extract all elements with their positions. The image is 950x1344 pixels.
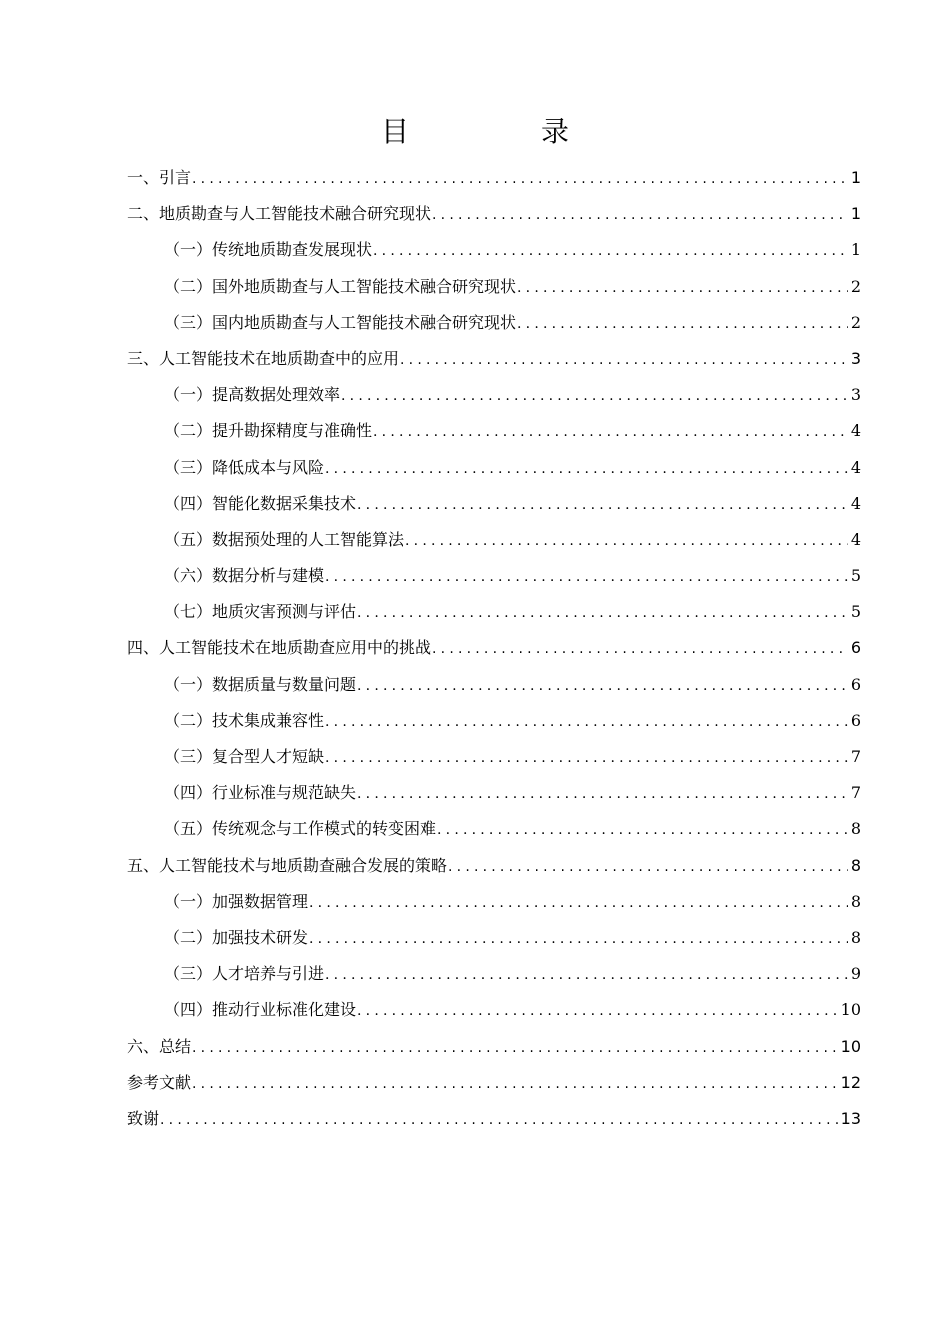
toc-page-number: 10	[840, 1036, 861, 1056]
toc-dot-leader	[309, 885, 848, 920]
toc-page-number: 4	[850, 457, 861, 477]
toc-page-number: 5	[850, 602, 861, 622]
toc-page-number: 6	[850, 710, 861, 730]
toc-entry-text: 六、总结	[127, 1036, 192, 1056]
toc-entry[interactable]	[127, 739, 861, 775]
toc-dot-leader	[325, 559, 848, 594]
toc-entry-text: 五、人工智能技术与地质勘查融合发展的策略	[127, 855, 448, 875]
toc-entry[interactable]	[127, 413, 861, 449]
toc-dot-leader	[325, 451, 848, 486]
toc-entry-text: 致谢	[127, 1108, 160, 1128]
toc-dot-leader	[357, 776, 848, 811]
toc-entry[interactable]	[127, 594, 861, 630]
toc-page-number: 8	[850, 891, 861, 911]
toc-entry[interactable]	[127, 160, 861, 196]
toc-dot-leader	[357, 668, 848, 703]
toc-page-number: 4	[850, 529, 861, 549]
toc-page-number: 6	[850, 638, 861, 658]
toc-entry[interactable]	[127, 341, 861, 377]
toc-page-number: 2	[850, 312, 861, 332]
toc-dot-leader	[309, 921, 848, 956]
toc-list	[127, 160, 861, 1137]
toc-entry[interactable]	[127, 703, 861, 739]
toc-dot-leader	[373, 233, 848, 268]
toc-entry-text: （四）推动行业标准化建设	[164, 1000, 357, 1020]
toc-entry-text: （一）传统地质勘查发展现状	[164, 240, 373, 260]
toc-dot-leader	[432, 631, 848, 666]
toc-dot-leader	[325, 704, 848, 739]
toc-dot-leader	[517, 306, 848, 341]
page-title: 目 录	[380, 115, 621, 148]
toc-entry[interactable]	[127, 667, 861, 703]
toc-entry-text: （三）国内地质勘查与人工智能技术融合研究现状	[164, 312, 517, 332]
toc-dot-leader	[325, 740, 848, 775]
toc-entry[interactable]	[127, 450, 861, 486]
toc-page-number: 8	[850, 927, 861, 947]
toc-page-number: 8	[850, 819, 861, 839]
toc-page-number: 1	[850, 204, 861, 224]
toc-entry-text: （五）传统观念与工作模式的转变困难	[164, 819, 437, 839]
toc-dot-leader	[357, 993, 838, 1028]
toc-entry[interactable]	[127, 305, 861, 341]
toc-page-number: 7	[850, 747, 861, 766]
toc-entry[interactable]	[127, 630, 861, 666]
toc-page-number: 9	[850, 964, 861, 984]
toc-entry[interactable]	[127, 196, 861, 232]
toc-entry-text: （二）国外地质勘查与人工智能技术融合研究现状	[164, 276, 517, 296]
toc-entry-text: （四）智能化数据采集技术	[164, 493, 357, 513]
toc-dot-leader	[192, 161, 848, 196]
toc-dot-leader	[192, 1066, 838, 1101]
toc-entry[interactable]	[127, 920, 861, 956]
toc-page-number: 4	[850, 421, 861, 441]
toc-page-number: 5	[850, 566, 861, 586]
toc-entry[interactable]	[127, 811, 861, 847]
toc-dot-leader	[373, 414, 848, 449]
toc-page-number: 12	[840, 1072, 861, 1092]
toc-entry-text: （二）提升勘探精度与准确性	[164, 421, 373, 441]
toc-dot-leader	[341, 378, 848, 413]
toc-entry-text: （一）数据质量与数量问题	[164, 674, 357, 694]
toc-entry[interactable]	[127, 1065, 861, 1101]
toc-entry-text: （三）降低成本与风险	[164, 457, 325, 477]
toc-entry-text: （二）技术集成兼容性	[164, 710, 325, 730]
toc-entry-text: 四、人工智能技术在地质勘查应用中的挑战	[127, 638, 432, 658]
toc-dot-leader	[160, 1102, 838, 1137]
toc-entry-text: （三）复合型人才短缺	[164, 747, 325, 766]
toc-entry-text: （一）提高数据处理效率	[164, 385, 341, 405]
toc-page-number: 6	[850, 674, 861, 694]
toc-dot-leader	[437, 812, 848, 847]
toc-page-number: 1	[850, 240, 861, 260]
toc-entry[interactable]	[127, 486, 861, 522]
toc-dot-leader	[325, 957, 848, 992]
toc-entry-text: （二）加强技术研发	[164, 927, 309, 947]
toc-entry[interactable]	[127, 992, 861, 1028]
toc-dot-leader	[405, 523, 848, 558]
toc-entry-text: （三）人才培养与引进	[164, 964, 325, 984]
toc-entry[interactable]	[127, 269, 861, 305]
toc-entry[interactable]	[127, 884, 861, 920]
toc-entry[interactable]	[127, 1101, 861, 1137]
toc-page-number: 7	[850, 783, 861, 803]
toc-page-number: 3	[850, 385, 861, 405]
toc-page-number: 13	[840, 1108, 861, 1128]
toc-entry-text: （六）数据分析与建模	[164, 566, 325, 586]
toc-entry-text: （一）加强数据管理	[164, 891, 309, 911]
toc-page-number: 8	[850, 855, 861, 875]
toc-entry[interactable]	[127, 775, 861, 811]
toc-entry[interactable]	[127, 956, 861, 992]
toc-entry-text: 二、地质勘查与人工智能技术融合研究现状	[127, 204, 432, 224]
toc-dot-leader	[357, 595, 848, 630]
toc-entry[interactable]	[127, 1029, 861, 1065]
toc-dot-leader	[517, 270, 848, 305]
toc-entry-text: 三、人工智能技术在地质勘查中的应用	[127, 348, 400, 368]
toc-entry[interactable]	[127, 848, 861, 884]
toc-entry[interactable]	[127, 522, 861, 558]
toc-entry[interactable]	[127, 377, 861, 413]
toc-page-number: 3	[850, 348, 861, 368]
toc-entry-text: 一、引言	[127, 168, 192, 187]
toc-dot-leader	[432, 197, 848, 232]
toc-page-number: 1	[850, 168, 861, 187]
toc-dot-leader	[448, 849, 848, 884]
toc-page-number: 4	[850, 493, 861, 513]
toc-page-number: 2	[850, 276, 861, 296]
toc-entry-text: （五）数据预处理的人工智能算法	[164, 529, 405, 549]
toc-entry-text: 参考文献	[127, 1072, 192, 1092]
toc-entry-text: （四）行业标准与规范缺失	[164, 783, 357, 803]
toc-entry[interactable]	[127, 232, 861, 268]
toc-dot-leader	[357, 487, 848, 522]
toc-page-number: 10	[840, 1000, 861, 1020]
toc-entry-text: （七）地质灾害预测与评估	[164, 602, 357, 622]
toc-dot-leader	[400, 342, 848, 377]
toc-entry[interactable]	[127, 558, 861, 594]
toc-dot-leader	[192, 1030, 838, 1065]
